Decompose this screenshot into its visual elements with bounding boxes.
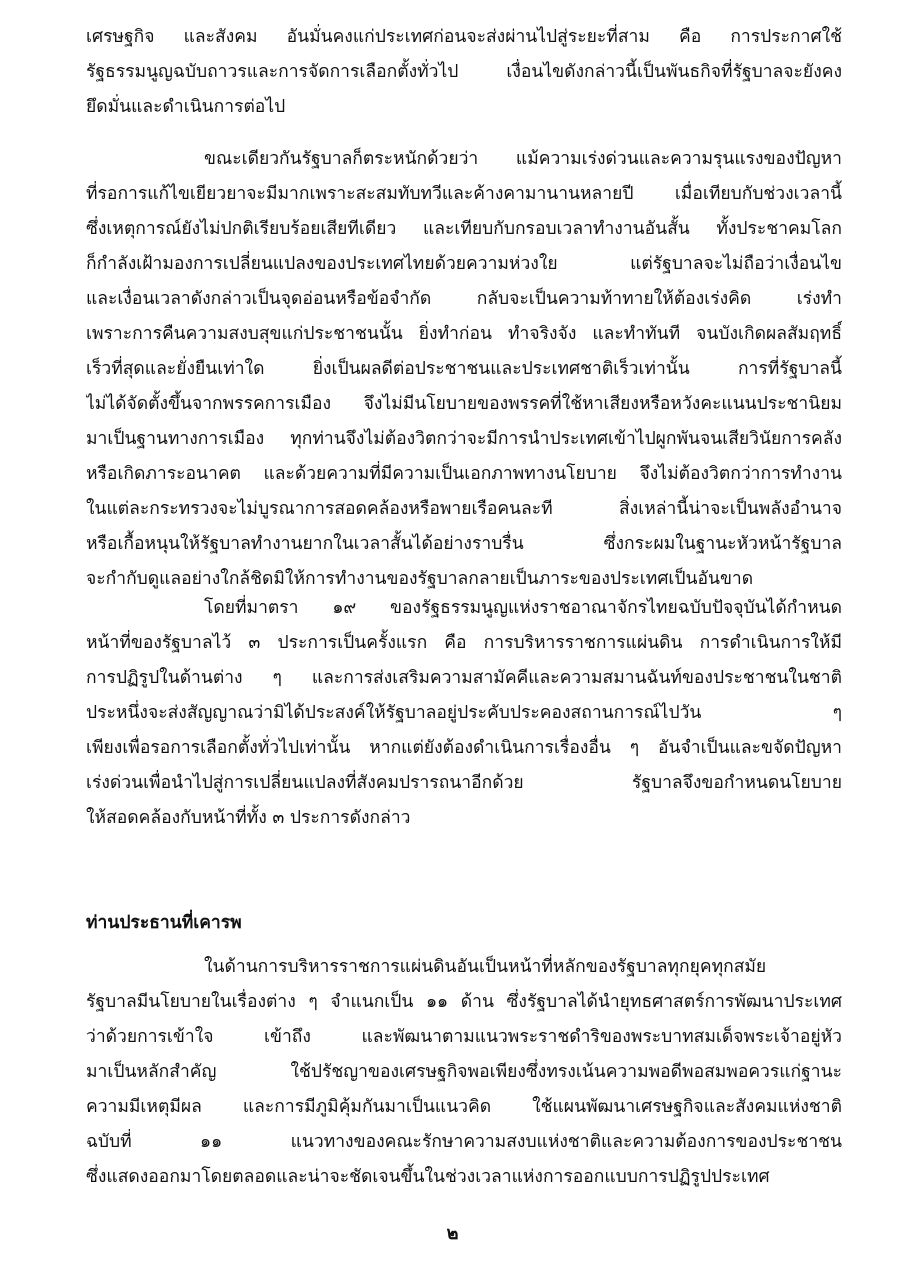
text-line: หรือเกิดภาระอนาคต และด้วยความที่มีความเป็นเอกภาพทางนโยบาย จึงไม่ต้องวิตกว่าการทำงาน: [86, 464, 842, 484]
text-line: ยึดมั่นและดำเนินการต่อไป: [86, 97, 286, 117]
text-line: ในด้านการบริหารราชการแผ่นดินอันเป็นหน้าที่หลักของรัฐบาลทุกยุคทุกสมัย: [204, 957, 767, 977]
paragraph-continuation: [86, 20, 842, 125]
text-line: ในแต่ละกระทรวงจะไม่บูรณาการสอดคล้องหรือพายเรือคนละที สิ่งเหล่านี้น่าจะเป็นพลังอำนาจ: [86, 499, 842, 519]
text-line: ให้สอดคล้องกับหน้าที่ทั้ง ๓ ประการดังกล่าว: [86, 808, 411, 828]
text-line: เพราะการคืนความสงบสุขแก่ประชาชนนั้น ยิ่งทำก่อน ทำจริงจัง และทำทันที จนบังเกิดผลสัมฤทธิ์: [86, 324, 842, 344]
text-line: ว่าด้วยการเข้าใจ เข้าถึง และพัฒนาตามแนวพระราชดำริของพระบาทสมเด็จพระเจ้าอยู่หัว: [86, 1027, 842, 1047]
text-line: ประหนึ่งจะส่งสัญญาณว่ามิได้ประสงค์ให้รัฐบาลอยู่ประคับประคองสถานการณ์ไปวัน ๆ: [86, 703, 842, 723]
page-number: ๒: [446, 1223, 459, 1244]
text-line: เร็วที่สุดและยั่งยืนเท่าใด ยิ่งเป็นผลดีต่อประชาชนและประเทศชาติเร็วเท่านั้น การที่รัฐบาลนี้: [86, 359, 842, 379]
text-line: การปฏิรูปในด้านต่าง ๆ และการส่งเสริมความสามัคคีและความสมานฉันท์ของประชาชนในชาติ: [86, 668, 842, 688]
text-line: มาเป็นฐานทางการเมือง ทุกท่านจึงไม่ต้องวิตกว่าจะมีการนำประเทศเข้าไปผูกพันจนเสียวินัยการคลัง: [86, 429, 842, 449]
text-line: ซึ่งแสดงออกมาโดยตลอดและน่าจะชัดเจนขึ้นในช่วงเวลาแห่งการออกแบบการปฏิรูปประเทศ: [86, 1167, 770, 1187]
text-line: เศรษฐกิจ และสังคม อันมั่นคงแก่ประเทศก่อนจะส่งผ่านไปสู่ระยะที่สาม คือ การประกาศใช้: [86, 27, 842, 47]
section-heading: ท่านประธานที่เคารพ: [86, 913, 242, 933]
paragraph-section-19: [86, 591, 842, 836]
text-line: ซึ่งเหตุการณ์ยังไม่ปกติเรียบร้อยเสียทีเดียว และเทียบกับกรอบเวลาทำงานอันสั้น ทั้งประชาคมโลก: [86, 219, 842, 239]
text-line: ก็กำลังเฝ้ามองการเปลี่ยนแปลงของประเทศไทยด้วยความห่วงใย แต่รัฐบาลจะไม่ถือว่าเงื่อนไข: [86, 254, 842, 274]
text-line: เพียงเพื่อรอการเลือกตั้งทั่วไปเท่านั้น หากแต่ยังต้องดำเนินการเรื่องอื่น ๆ อันจำเป็นและขจัดปัญหา: [86, 738, 842, 758]
text-line: ความมีเหตุมีผล และการมีภูมิคุ้มกันมาเป็นแนวคิด ใช้แผนพัฒนาเศรษฐกิจและสังคมแห่งชาติ: [86, 1097, 842, 1117]
text-line: ฉบับที่ ๑๑ แนวทางของคณะรักษาความสงบแห่งชาติและความต้องการของประชาชน: [86, 1132, 842, 1152]
text-line: เร่งด่วนเพื่อนำไปสู่การเปลี่ยนแปลงที่สังคมปรารถนาอีกด้วย รัฐบาลจึงขอกำหนดนโยบาย: [86, 773, 842, 793]
text-line: มาเป็นหลักสำคัญ ใช้ปรัชญาของเศรษฐกิจพอเพียงซึ่งทรงเน้นความพอดีพอสมพอควรแก่ฐานะ: [86, 1062, 842, 1082]
text-line: ไม่ได้จัดตั้งขึ้นจากพรรคการเมือง จึงไม่มีนโยบายของพรรคที่ใช้หาเสียงหรือหวังคะแนนประชานิยม: [86, 394, 842, 414]
text-line: และเงื่อนเวลาดังกล่าวเป็นจุดอ่อนหรือข้อจำกัด กลับจะเป็นความท้าทายให้ต้องเร่งคิด เร่งทำ: [86, 289, 842, 309]
text-line: หน้าที่ของรัฐบาลไว้ ๓ ประการเป็นครั้งแรก คือ การบริหารราชการแผ่นดิน การดำเนินการให้มี: [86, 633, 842, 653]
text-line: ที่รอการแก้ไขเยียวยาจะมีมากเพราะสะสมทับทวีและค้างคามานานหลายปี เมื่อเทียบกับช่วงเวลานี้: [86, 184, 842, 204]
text-line: รัฐธรรมนูญฉบับถาวรและการจัดการเลือกตั้งทั่วไป เงื่อนไขดังกล่าวนี้เป็นพันธกิจที่รัฐบาลจะยังคง: [86, 62, 842, 82]
text-line: จะกำกับดูแลอย่างใกล้ชิดมิให้การทำงานของรัฐบาลกลายเป็นภาระของประเทศเป็นอันขาด: [86, 569, 754, 589]
paragraph-administration: [86, 950, 842, 1195]
text-line: ขณะเดียวกันรัฐบาลก็ตระหนักด้วยว่า แม้ความเร่งด่วนและความรุนแรงของปัญหา: [204, 149, 842, 169]
text-line: โดยที่มาตรา ๑๙ ของรัฐธรรมนูญแห่งราชอาณาจักรไทยฉบับปัจจุบันได้กำหนด: [204, 598, 842, 618]
text-line: หรือเกื้อหนุนให้รัฐบาลทำงานยากในเวลาสั้นได้อย่างราบรื่น ซึ่งกระผมในฐานะหัวหน้ารัฐบาล: [86, 534, 842, 554]
paragraph-government-awareness: [86, 142, 842, 597]
text-line: รัฐบาลมีนโยบายในเรื่องต่าง ๆ จำแนกเป็น ๑๑ ด้าน ซึ่งรัฐบาลได้นำยุทธศาสตร์การพัฒนาประเทศ: [86, 992, 842, 1012]
